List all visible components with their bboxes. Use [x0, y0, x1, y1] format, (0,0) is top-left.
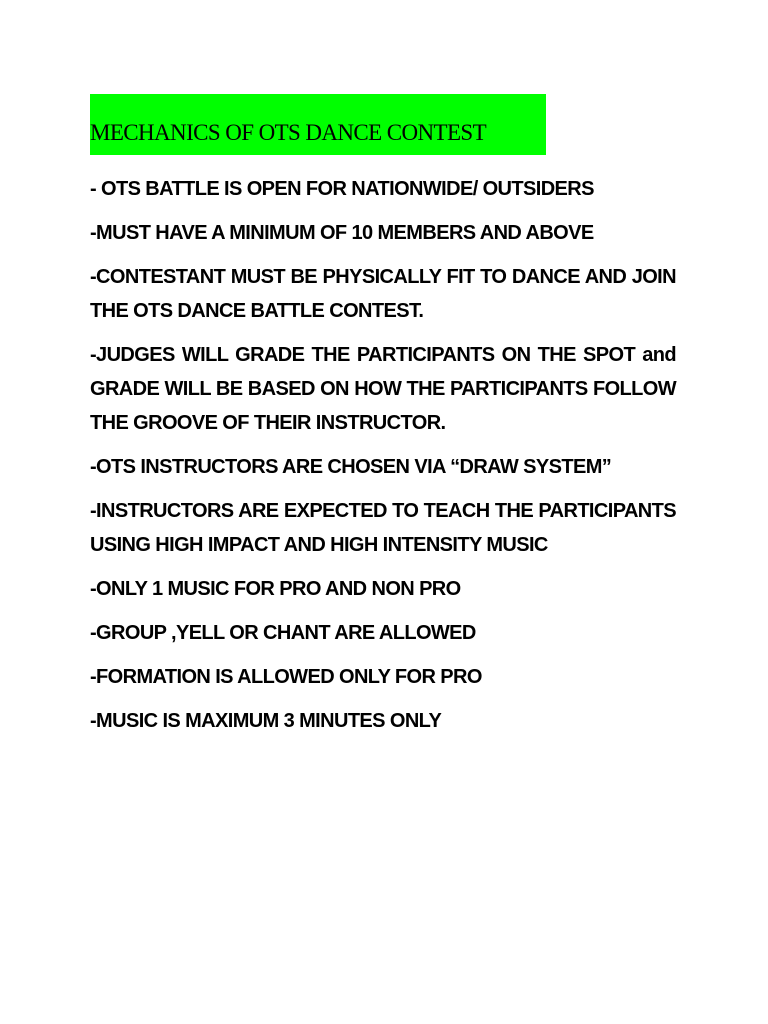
rule-item: -FORMATION IS ALLOWED ONLY FOR PRO: [90, 666, 482, 688]
title-highlight: [90, 94, 546, 155]
document-title: MECHANICS OF OTS DANCE CONTEST: [90, 119, 487, 145]
rule-item: -ONLY 1 MUSIC FOR PRO AND NON PRO: [90, 578, 461, 600]
rule-item: -OTS INSTRUCTORS ARE CHOSEN VIA “DRAW SYSTEM”: [90, 456, 612, 478]
rule-item: -CONTESTANT MUST BE PHYSICALLY FIT TO DANCE AND JOIN THE OTS DANCE BATTLE CONTEST.: [90, 266, 676, 322]
rule-item: - OTS BATTLE IS OPEN FOR NATIONWIDE/ OUTSIDERS: [90, 178, 594, 200]
rule-item: -MUST HAVE A MINIMUM OF 10 MEMBERS AND ABOVE: [90, 222, 594, 244]
rule-item: -GROUP ,YELL OR CHANT ARE ALLOWED: [90, 622, 476, 644]
rule-item: -INSTRUCTORS ARE EXPECTED TO TEACH THE PARTICIPANTS USING HIGH IMPACT AND HIGH INTENSITY MUSIC: [90, 500, 676, 556]
rule-item: -MUSIC IS MAXIMUM 3 MINUTES ONLY: [90, 710, 442, 732]
rule-item: -JUDGES WILL GRADE THE PARTICIPANTS ON THE SPOT and GRADE WILL BE BASED ON HOW THE PARTICIPANTS FOLLOW THE GROOVE OF THEIR INSTRUCTOR.: [90, 344, 676, 434]
rules-list: [90, 172, 676, 748]
